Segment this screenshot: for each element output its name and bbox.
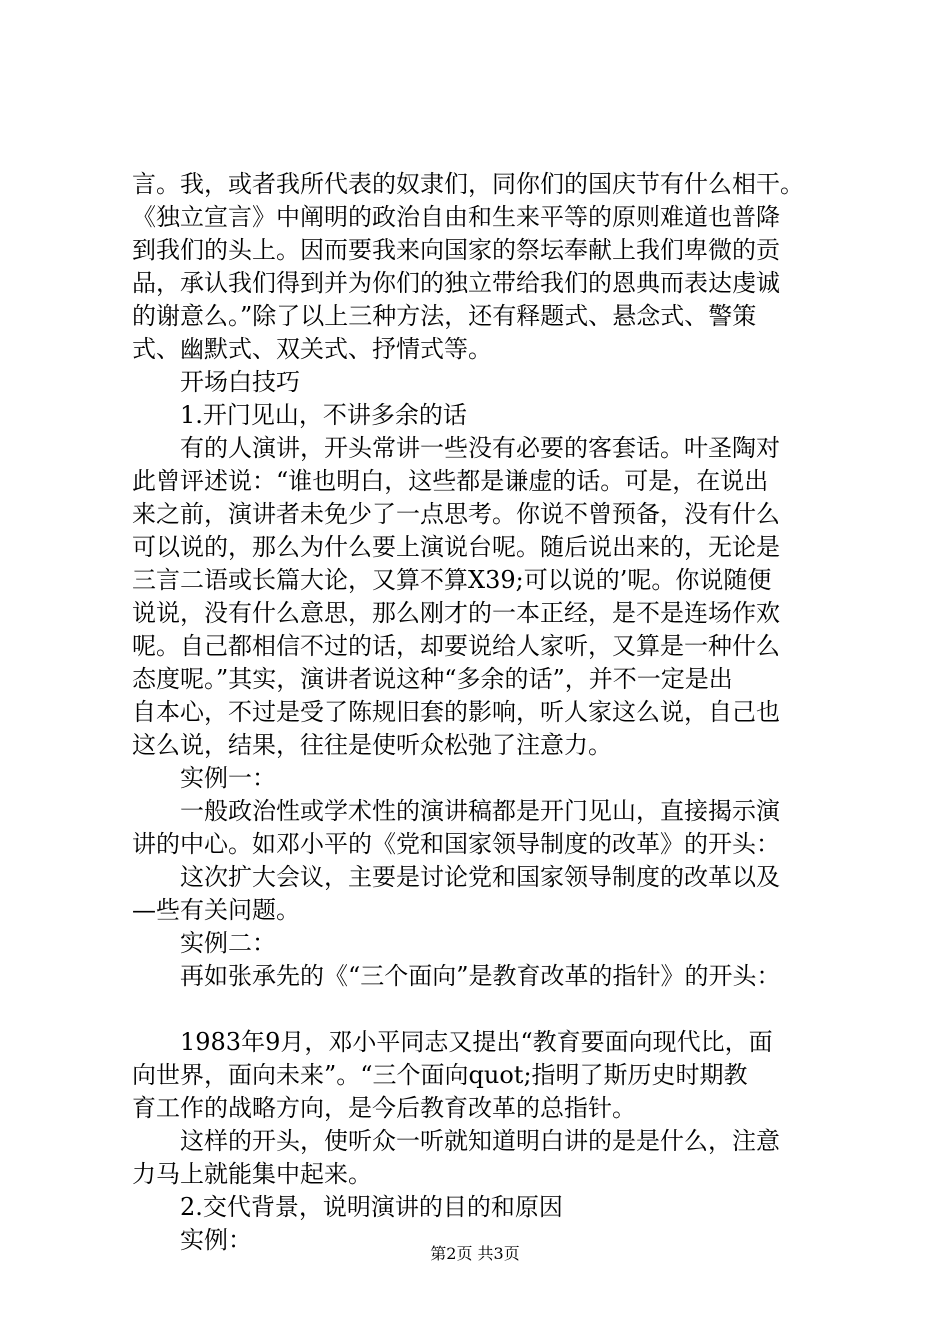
paragraph-start: 这样的开头，使听众一听就知道明白讲的是是什么，注意 — [180, 1127, 780, 1155]
text-line: 自本心，不过是受了陈规旧套的影响，听人家这么说，自己也 — [132, 698, 780, 726]
text-line: —些有关问题。 — [132, 896, 300, 924]
text-line: 来之前，演讲者未免少了一点思考。你说不曾预备，没有什么 — [132, 500, 780, 528]
paragraph-start: 有的人演讲，开头常讲一些没有必要的客套话。叶圣陶对 — [180, 434, 780, 462]
text-line: 讲的中心。如邓小平的《党和国家领导制度的改革》的开头： — [132, 830, 780, 858]
text-line: 此曾评述说：“谁也明白，这些都是谦虚的话。可是，在说出 — [132, 467, 769, 495]
text-line: 向世界，面向未来”。“三个面向quot;指明了斯历史时期教 — [132, 1061, 748, 1089]
text-line: 言。我，或者我所代表的奴隶们，同你们的国庆节有什么相干。 — [132, 170, 804, 198]
example-label: 实例二： — [180, 929, 276, 957]
example-label: 实例： — [180, 1226, 252, 1254]
text-line: 品，承认我们得到并为你们的独立带给我们的恩典而表达虔诚 — [132, 269, 780, 297]
section-heading: 开场白技巧 — [180, 368, 300, 396]
paragraph-start: 再如张承先的《“三个面向”是教育改革的指针》的开头： — [180, 962, 781, 990]
text-line: 态度呢。”其实，演讲者说这种“多余的话”，并不一定是出 — [132, 665, 733, 693]
text-line: 《独立宣言》中阐明的政治自由和生来平等的原则难道也普降 — [132, 203, 780, 231]
text-line: 的谢意么。”除了以上三种方法，还有释题式、悬念式、警策 — [132, 302, 757, 330]
subsection-heading: 1.开门见山，不讲多余的话 — [180, 401, 467, 429]
text-line: 育工作的战略方向，是今后教育改革的总指针。 — [132, 1094, 636, 1122]
text-line: 式、幽默式、双关式、抒情式等。 — [132, 335, 492, 363]
paragraph-start: 这次扩大会议，主要是讨论党和国家领导制度的改革以及 — [180, 863, 780, 891]
paragraph-start: 一般政治性或学术性的演讲稿都是开门见山，直接揭示演 — [180, 797, 780, 825]
paragraph-start: 1983年9月，邓小平同志又提出“教育要面向现代比，面 — [180, 1028, 773, 1056]
page-footer: 第2页 共3页 — [430, 1244, 520, 1263]
subsection-heading: 2.交代背景，说明演讲的目的和原因 — [180, 1193, 563, 1221]
text-line: 这么说，结果，往往是使听众松弛了注意力。 — [132, 731, 612, 759]
text-line: 呢。自己都相信不过的话，却要说给人家听，又算是一种什么 — [132, 632, 780, 660]
text-line: 到我们的头上。因而要我来向国家的祭坛奉献上我们卑微的贡 — [132, 236, 780, 264]
text-line: 力马上就能集中起来。 — [132, 1160, 372, 1188]
blank-line — [132, 993, 832, 1026]
text-line: 三言二语或长篇大论，又算不算X39;可以说的’呢。你说随便 — [132, 566, 772, 594]
text-line: 可以说的，那么为什么要上演说台呢。随后说出来的，无论是 — [132, 533, 780, 561]
text-line: 说说，没有什么意思，那么刚才的一本正经，是不是连场作欢 — [132, 599, 780, 627]
example-label: 实例一： — [180, 764, 276, 792]
document-body — [132, 168, 832, 1257]
